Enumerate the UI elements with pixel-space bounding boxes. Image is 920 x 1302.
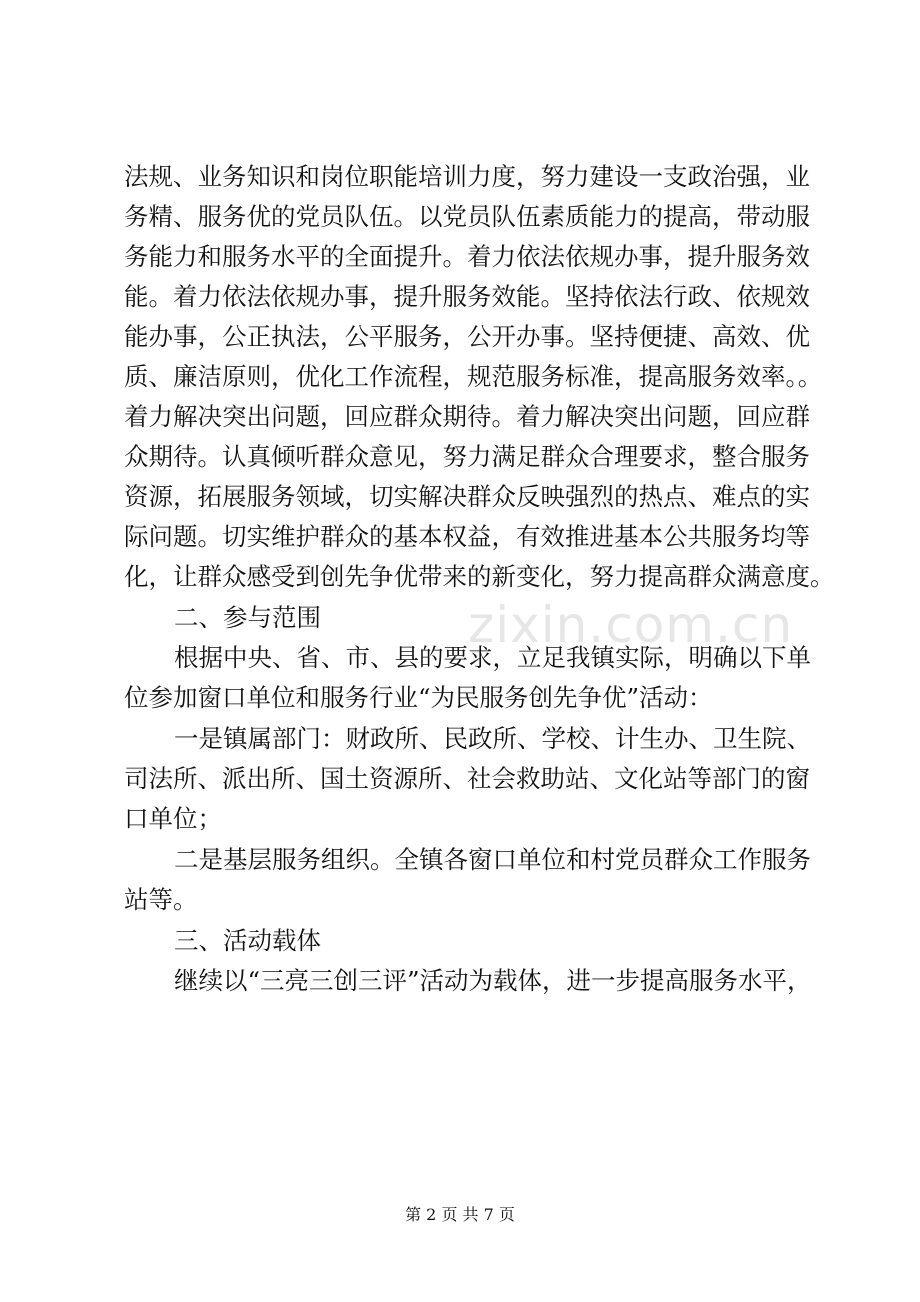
page-footer: 第 2 页 共 7 页	[405, 1205, 515, 1224]
text-line: 着力解决突出问题，回应群众期待。着力解决突出问题，回应群	[124, 402, 810, 431]
text-line: 众期待。认真倾听群众意见，努力满足群众合理要求，整合服务	[124, 442, 810, 471]
text-line: 务精、服务优的党员队伍。以党员队伍素质能力的提高，带动服	[124, 202, 810, 231]
text-line: 务能力和服务水平的全面提升。着力依法依规办事，提升服务效	[124, 242, 810, 271]
text-line: 质、廉洁原则，优化工作流程，规范服务标准，提高服务效率。。	[124, 362, 823, 391]
text-line: 化，让群众感受到创先争优带来的新变化，努力提高群众满意度。	[124, 562, 835, 591]
text-line: 二是基层服务组织。全镇各窗口单位和村党员群众工作服务	[174, 845, 811, 874]
text-line: 一是镇属部门：财政所、民政所、学校、计生办、卫生院、	[174, 724, 811, 753]
text-line: 二、参与范围	[174, 603, 321, 632]
text-line: 际问题。切实维护群众的基本权益，有效推进基本公共服务均等	[124, 522, 810, 551]
text-line: 根据中央、省、市、县的要求，立足我镇实际，明确以下单	[174, 643, 811, 672]
text-line: 位参加窗口单位和服务行业“为民服务创先争优”活动：	[124, 683, 713, 712]
watermark: zixin.com.cn	[468, 596, 794, 654]
text-line: 三、活动载体	[174, 926, 321, 955]
text-line: 法规、业务知识和岗位职能培训力度，努力建设一支政治强，业	[124, 162, 810, 191]
text-line: 资源，拓展服务领域，切实解决群众反映强烈的热点、难点的实	[124, 482, 810, 511]
text-line: 司法所、派出所、国土资源所、社会救助站、文化站等部门的窗	[124, 764, 810, 793]
text-line: 站等。	[124, 885, 198, 914]
text-line: 能办事，公正执法，公平服务，公开办事。坚持便捷、高效、优	[124, 322, 810, 351]
text-line: 口单位；	[124, 804, 222, 833]
text-line: 能。着力依法依规办事，提升服务效能。坚持依法行政、依规效	[124, 282, 810, 311]
text-line: 继续以“三亮三创三评”活动为载体，进一步提高服务水平，	[174, 966, 812, 995]
